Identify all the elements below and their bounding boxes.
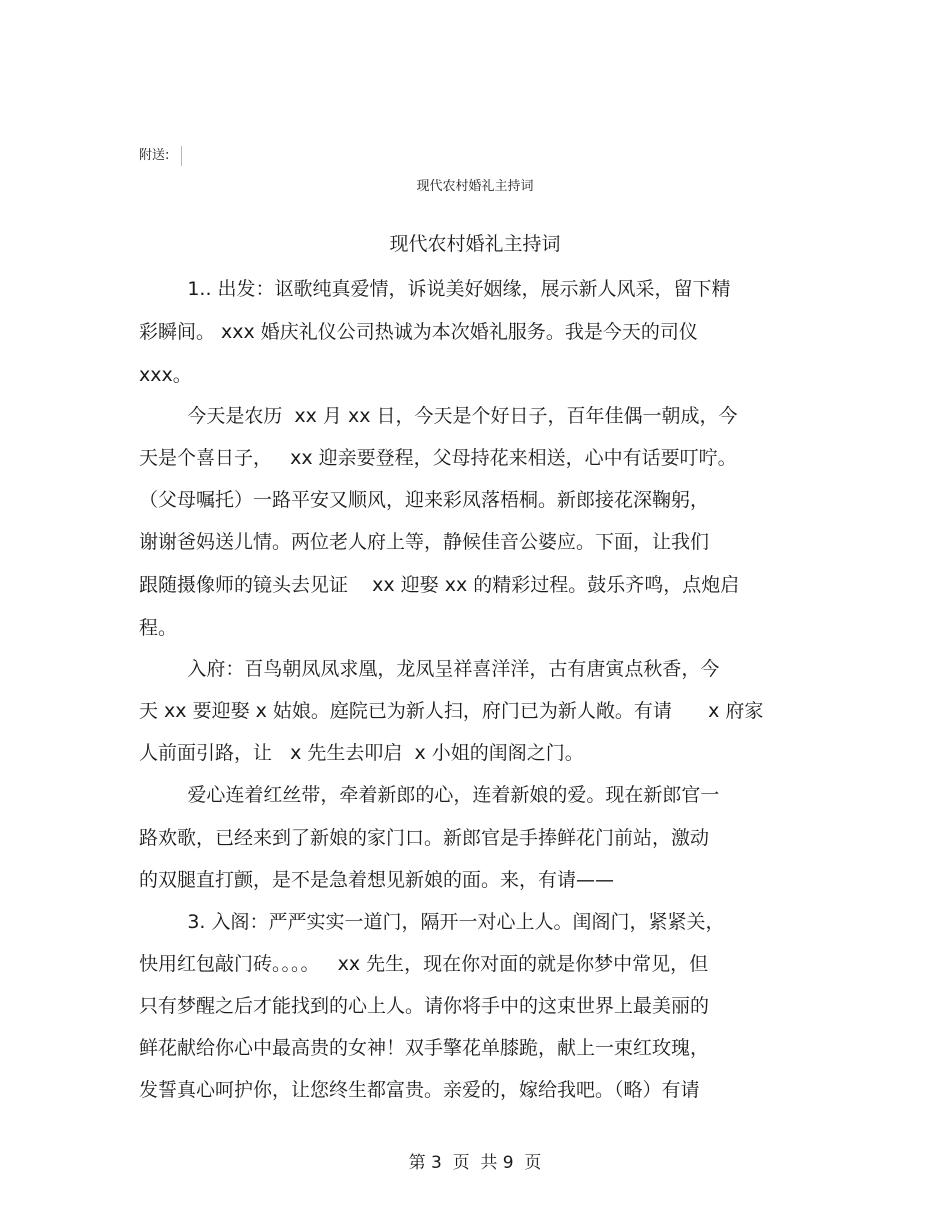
body-line: 天 xx 要迎娶 x 姑娘。庭院已为新人扫，府门已为新人敞。有请 x 府家: [139, 700, 764, 722]
body-line: 跟随摄像师的镜头去见证 xx 迎娶 xx 的精彩过程。鼓乐齐鸣，点炮启: [139, 574, 740, 596]
body-line: 的双腿直打颤，是不是急着想见新娘的面。来，有请——: [139, 869, 615, 891]
body-line: xxx。: [139, 364, 192, 386]
body-line: 鲜花献给你心中最高贵的女神！双手擎花单膝跪，献上一束红玫瑰，: [139, 1037, 710, 1059]
body-line: （父母嘱托）一路平安又顺风，迎来彩凤落梧桐。新郎接花深鞠躬，: [139, 489, 710, 511]
body-line: 人前面引路，让 x 先生去叩启 x 小姐的闺阁之门。: [139, 742, 584, 764]
running-subtitle: 现代农村婚礼主持词: [416, 179, 534, 194]
body-line: 彩瞬间。 xxx 婚庆礼仪公司热诚为本次婚礼服务。我是今天的司仪: [139, 321, 698, 343]
body-line: 3. 入阁：严严实实一道门，隔开一对心上人。闺阁门，紧紧关，: [139, 911, 725, 933]
body-line: 1.. 出发：讴歌纯真爱情，诉说美好姻缘，展示新人风采，留下精: [139, 278, 731, 300]
attachment-label: 附送:: [139, 148, 170, 163]
document-title: 现代农村婚礼主持词: [389, 233, 561, 255]
page-number-footer: 第 3 页 共 9 页: [408, 1153, 542, 1173]
text-cursor-divider: [181, 146, 182, 166]
body-line: 爱心连着红丝带，牵着新郎的心，连着新娘的爱。现在新郎官一: [139, 784, 720, 806]
body-line: 程。: [139, 617, 178, 639]
attachment-header: [139, 146, 182, 166]
body-line: 发誓真心呵护你，让您终生都富贵。亲爱的，嫁给我吧。（略）有请: [139, 1079, 700, 1101]
body-line: 路欢歌，已经来到了新娘的家门口。新郎官是手捧鲜花门前站，激动: [139, 827, 710, 849]
body-line: 只有梦醒之后才能找到的心上人。请你将手中的这束世界上最美丽的: [139, 995, 710, 1017]
body-line: 快用红包敲门砖。。。。 xx 先生，现在你对面的就是你梦中常见，但: [139, 953, 709, 975]
body-line: 谢谢爸妈送儿情。两位老人府上等，静候佳音公婆应。下面，让我们: [139, 531, 710, 553]
body-line: 入府：百鸟朝凤凤求凰，龙凤呈祥喜洋洋，古有唐寅点秋香，今: [139, 658, 720, 680]
body-line: 天是个喜日子， xx 迎亲要登程，父母持花来相送，心中有话要叮咛。: [139, 447, 737, 469]
body-line: 今天是农历 xx 月 xx 日，今天是个好日子，百年佳偶一朝成，今: [139, 405, 738, 427]
